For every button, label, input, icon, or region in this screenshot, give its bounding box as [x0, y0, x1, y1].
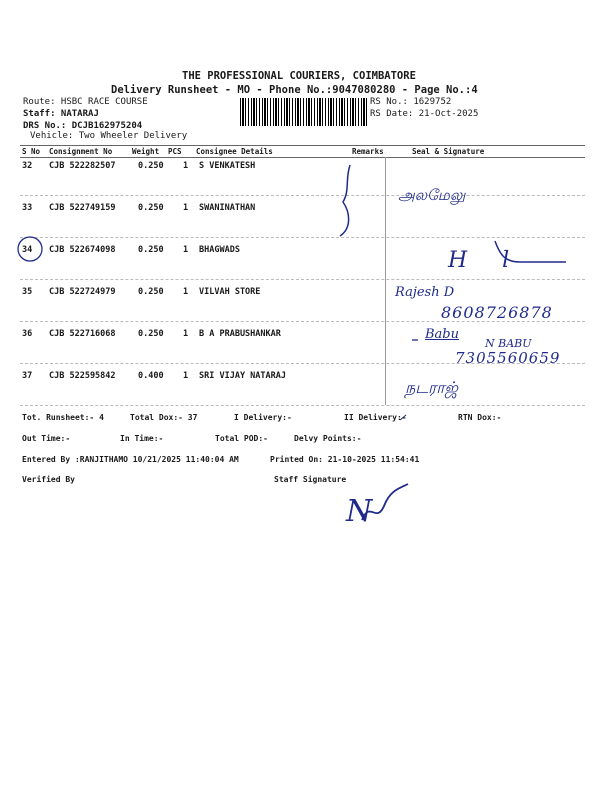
row-pcs: 1: [183, 203, 189, 213]
out-time: Out Time:-: [22, 434, 71, 443]
signature-row34: H l: [448, 248, 524, 273]
col-remarks: Remarks: [352, 147, 384, 156]
total-dox: Total Dox:- 37: [130, 413, 198, 422]
row-sno: 37: [22, 371, 33, 381]
row-pcs: 1: [183, 371, 189, 381]
route: Route: HSBC RACE COURSE: [23, 97, 148, 107]
i-delivery: I Delivery:-: [234, 413, 292, 422]
total-pod: Total POD:-: [215, 434, 268, 443]
row-weight: 0.400: [138, 371, 164, 381]
staff-signature-scrawl: N: [346, 494, 373, 529]
verified-by: Verified By: [22, 475, 75, 484]
row-weight: 0.250: [138, 329, 164, 339]
staff: Staff: NATARAJ: [23, 109, 99, 119]
rtn-dox: RTN Dox:-: [458, 413, 502, 422]
circle-mark: [18, 237, 42, 261]
row-pcs: 1: [183, 287, 189, 297]
row-pcs: 1: [183, 329, 189, 339]
runsheet-title: Delivery Runsheet - MO - Phone No.:9047080280 - Page No.:4: [111, 84, 478, 96]
col-consignee: Consignee Details: [196, 147, 273, 156]
signature-row35-name: Rajesh D: [395, 285, 455, 300]
company-name: THE PROFESSIONAL COURIERS, COIMBATORE: [182, 70, 416, 82]
staff-signature-label: Staff Signature: [274, 475, 347, 484]
signature-row36-name: Babu: [425, 327, 459, 342]
row-weight: 0.250: [138, 245, 164, 255]
ii-delivery: II Delivery:-: [344, 413, 407, 422]
row-consignee: VILVAH STORE: [199, 287, 261, 297]
row-consignment: CJB 522282507: [49, 161, 116, 171]
signature-row36-phone: 7305560659: [455, 349, 561, 367]
row-consignee: SRI VIJAY NATARAJ: [199, 371, 286, 381]
row-consignment: CJB 522595842: [49, 371, 116, 381]
tot-runsheet: Tot. Runsheet:- 4: [22, 413, 104, 422]
col-consignment: Consignment No: [49, 147, 113, 156]
row-sno: 33: [22, 203, 33, 213]
vehicle: Vehicle: Two Wheeler Delivery: [30, 131, 188, 141]
row-weight: 0.250: [138, 161, 164, 171]
col-pcs: PCS: [168, 147, 182, 156]
col-sno: S No: [22, 147, 41, 156]
row-pcs: 1: [183, 161, 189, 171]
row-weight: 0.250: [138, 287, 164, 297]
row-sno: 36: [22, 329, 33, 339]
row-consignment: CJB 522674098: [49, 245, 116, 255]
row-pcs: 1: [183, 245, 189, 255]
printed-on: Printed On: 21-10-2025 11:54:41: [270, 455, 420, 464]
row-consignment: CJB 522716068: [49, 329, 116, 339]
row-sno: 34: [22, 245, 33, 255]
brace-mark: [340, 165, 350, 236]
in-time: In Time:-: [120, 434, 164, 443]
delvy-points: Delvy Points:-: [294, 434, 362, 443]
signature-row33: அலமேலு: [398, 186, 466, 204]
row-consignment: CJB 522724979: [49, 287, 116, 297]
rs-number: RS No.: 1629752: [370, 97, 452, 107]
signature-row36-name2: N BABU: [485, 337, 532, 350]
col-weight: Weight: [132, 147, 160, 156]
drs-number: DRS No.: DCJB162975204: [23, 121, 143, 131]
signature-row37: நடராஜ்: [405, 378, 458, 397]
row-consignee: B A PRABUSHANKAR: [199, 329, 281, 339]
row-sno: 35: [22, 287, 33, 297]
row-sno: 32: [22, 161, 33, 171]
col-seal-signature: Seal & Signature: [412, 147, 485, 156]
row-consignee: S VENKATESH: [199, 161, 256, 171]
row-consignee: SWANINATHAN: [199, 203, 256, 213]
staff-signature-stroke: [340, 480, 420, 530]
row-consignee: BHAGWADS: [199, 245, 240, 255]
entered-by: Entered By :RANJITHAMO 10/21/2025 11:40:04 AM: [22, 455, 239, 464]
signature-row35-phone: 8608726878: [441, 303, 553, 322]
rs-date: RS Date: 21-Oct-2025: [370, 109, 479, 119]
row-weight: 0.250: [138, 203, 164, 213]
row-consignment: CJB 522749159: [49, 203, 116, 213]
